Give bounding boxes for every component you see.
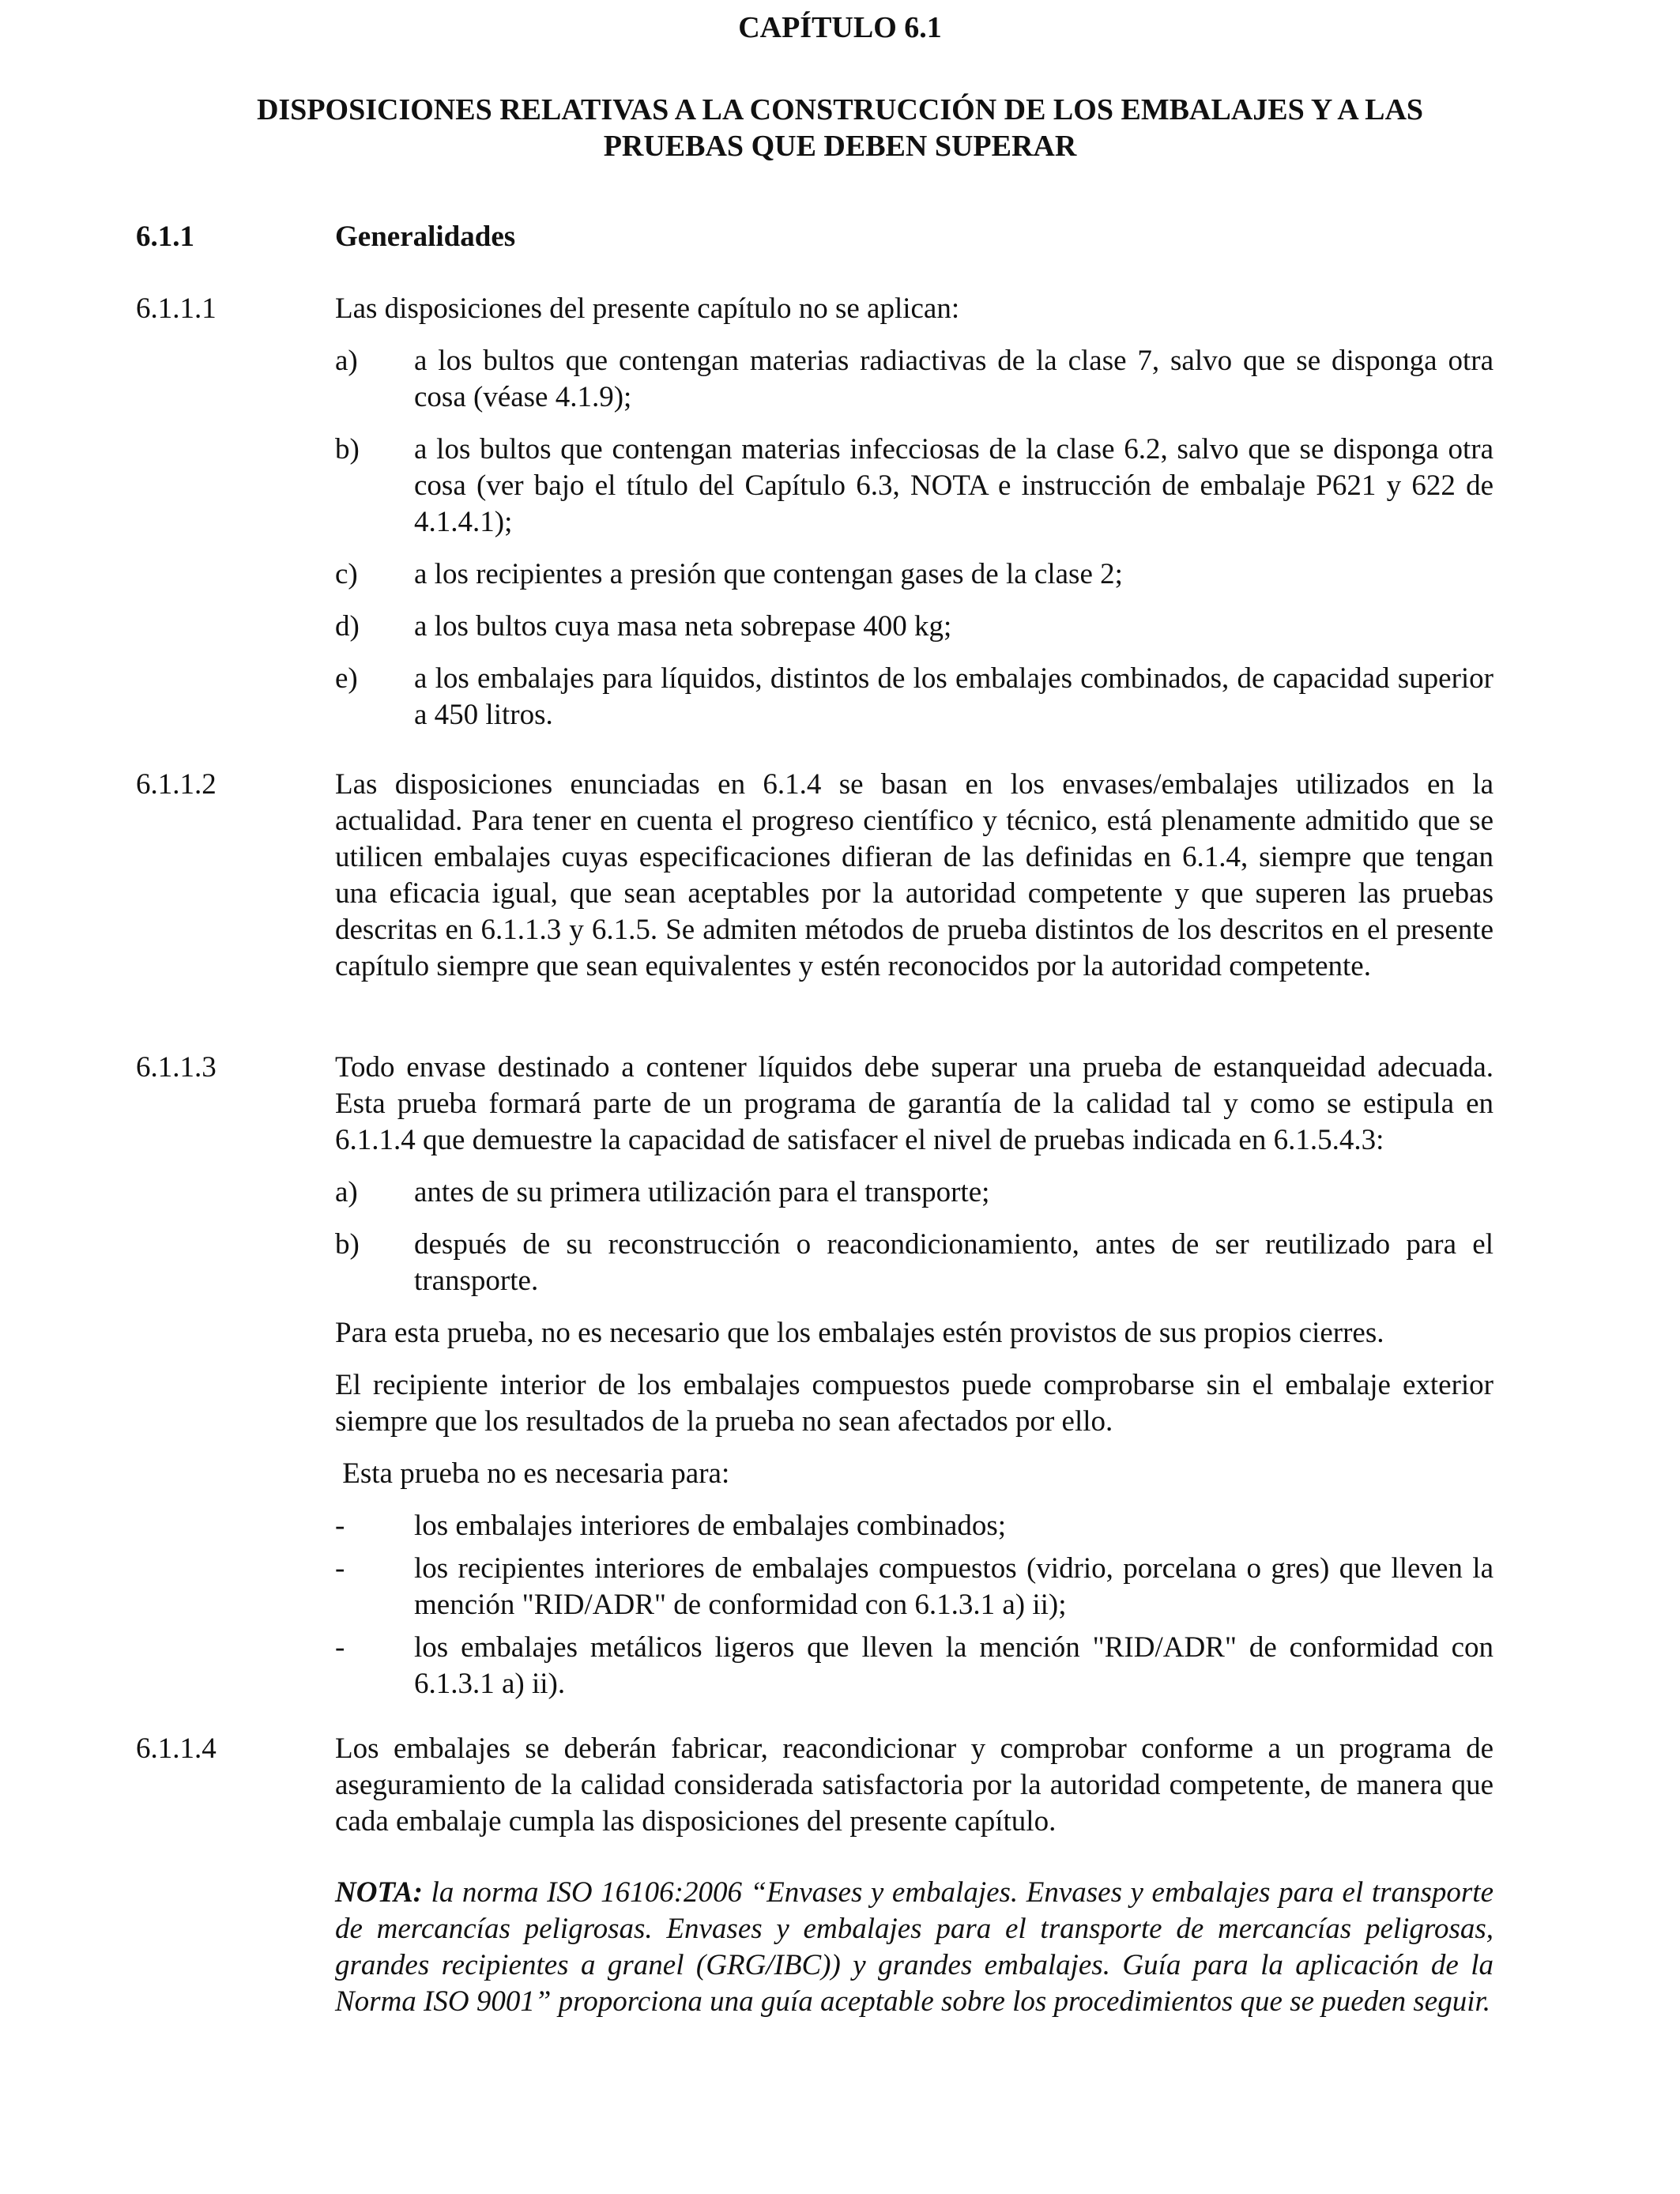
paragraph-text: Para esta prueba, no es necesario que los embalajes estén provistos de sus propios cierres. (335, 1317, 1384, 1349)
paragraph-text: Las disposiciones del presente capítulo no se aplican: (335, 292, 960, 325)
dash-item-label: - (335, 1631, 345, 1664)
paragraph-text: Las disposiciones enunciadas en 6.1.4 se basan en los envases/embalajes utilizados en la actualidad. Para tener en cuenta el progreso científico y técnico, está plenamente admitido que se utilicen embalajes cuyas especificaciones difieran de las definidas en 6.1.4, siempre que tengan una eficacia igual, que sean aceptables por la autoridad competente y que superen las pruebas descritas en 6.1.1.3 y 6.1.5. Se admiten métodos de prueba distintos de los descritos en el presente capítulo siempre que sean equivalentes y estén reconocidos por la autoridad competente. (335, 768, 1494, 982)
dash-item-text: los embalajes interiores de embalajes combinados; (414, 1510, 1007, 1542)
paragraph-number: 6.1.1.2 (136, 768, 217, 801)
chapter-heading: CAPÍTULO 6.1 (738, 11, 942, 44)
list-item-text: antes de su primera utilización para el transporte; (414, 1176, 990, 1208)
paragraph-number: 6.1.1.4 (136, 1732, 217, 1765)
list-item-label: a) (335, 1176, 358, 1208)
list-item-text: a los bultos cuya masa neta sobrepase 400 kg; (414, 610, 952, 643)
chapter-title-line-1: DISPOSICIONES RELATIVAS A LA CONSTRUCCIÓN DE LOS EMBALAJES Y A LAS (256, 93, 1424, 126)
note-text: la norma ISO 16106:2006 “Envases y embalajes. Envases y embalajes para el transporte de mercancías peligrosas. Envases y embalajes para el transporte de mercancías peligrosas, grandes recipientes a granel (GRG/IBC)) y grandes embalajes. Guía para la aplicación de la Norma ISO 9001” proporciona una guía aceptable sobre los procedimientos que se pueden seguir. (335, 1876, 1494, 2018)
list-item-label: a) (335, 345, 358, 377)
list-item-label: b) (335, 1228, 360, 1261)
chapter-title (0, 92, 1680, 164)
list-item-label: e) (335, 662, 358, 695)
list-item-text: a los bultos que contengan materias infecciosas de la clase 6.2, salvo que se disponga otra cosa (ver bajo el título del Capítulo 6.3, NOTA e instrucción de embalaje P621 y 622 de 4.1.4.1); (414, 433, 1494, 538)
list-item-text: a los bultos que contengan materias radiactivas de la clase 7, salvo que se disponga otra cosa (véase 4.1.9); (414, 345, 1494, 413)
chapter-title-line-2: PRUEBAS QUE DEBEN SUPERAR (603, 130, 1077, 163)
paragraph-text: Todo envase destinado a contener líquidos debe superar una prueba de estanqueidad adecuada. Esta prueba formará parte de un programa de garantía de la calidad tal y como se estipula en 6.1.1.4 que demuestre la capacidad de satisfacer el nivel de pruebas indicada en 6.1.5.4.3: (335, 1051, 1494, 1156)
dash-item-label: - (335, 1510, 345, 1542)
section-number: 6.1.1 (136, 221, 194, 253)
note-label: NOTA: (335, 1876, 423, 1909)
dash-item-label: - (335, 1552, 345, 1585)
paragraph-text: Los embalajes se deberán fabricar, reacondicionar y comprobar conforme a un programa de aseguramiento de la calidad considerada satisfactoria por la autoridad competente, de manera que cada embalaje cumpla las disposiciones del presente capítulo. (335, 1732, 1494, 1838)
note-paragraph (335, 1875, 1494, 2020)
paragraph-text: Esta prueba no es necesaria para: (335, 1457, 730, 1490)
list-item-text: a los recipientes a presión que contengan gases de la clase 2; (414, 558, 1123, 590)
paragraph-number: 6.1.1.1 (136, 292, 217, 325)
list-item-label: d) (335, 610, 360, 643)
dash-item-text: los recipientes interiores de embalajes compuestos (vidrio, porcelana o gres) que lleven la mención "RID/ADR" de conformidad con 6.1.3.1 a) ii); (414, 1552, 1494, 1621)
list-item-label: b) (335, 433, 360, 466)
list-item-text: a los embalajes para líquidos, distintos de los embalajes combinados, de capacidad superior a 450 litros. (414, 662, 1494, 731)
section-heading: Generalidades (335, 221, 516, 253)
paragraph-text: El recipiente interior de los embalajes compuestos puede comprobarse sin el embalaje exterior siempre que los resultados de la prueba no sean afectados por ello. (335, 1369, 1494, 1438)
paragraph-number: 6.1.1.3 (136, 1051, 217, 1084)
list-item-text: después de su reconstrucción o reacondicionamiento, antes de ser reutilizado para el transporte. (414, 1228, 1494, 1297)
list-item-label: c) (335, 558, 358, 590)
dash-item-text: los embalajes metálicos ligeros que lleven la mención "RID/ADR" de conformidad con 6.1.3.1 a) ii). (414, 1631, 1494, 1700)
